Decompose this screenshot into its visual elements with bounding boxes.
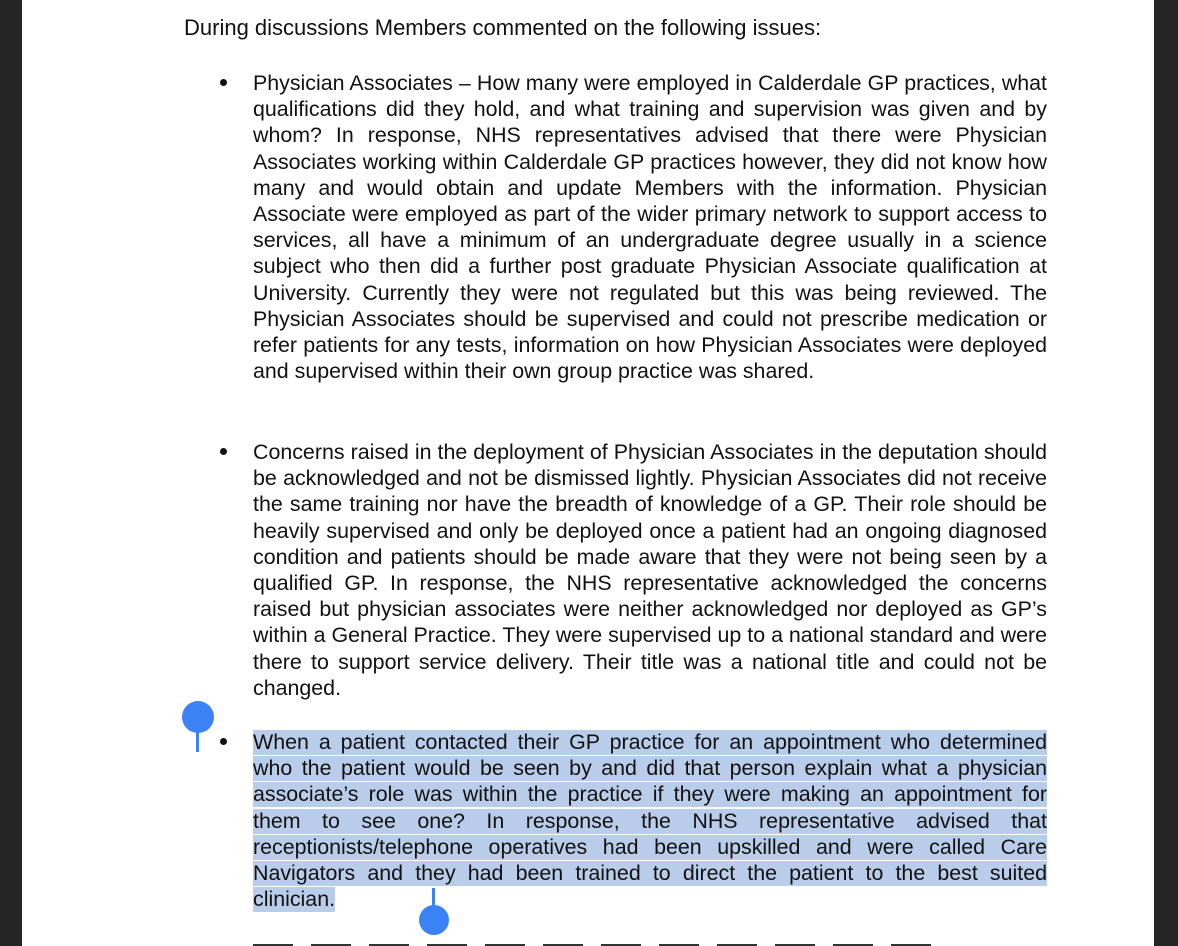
- next-paragraph-partial: [253, 934, 1047, 946]
- selection-end-handle[interactable]: [419, 905, 449, 935]
- list-item-text[interactable]: Physician Associates – How many were employed in Calderdale GP practices, what qualifications did they hold, and what training and supervision was given and by whom? In response, NHS representatives advised that there were Physician Associates working within Calderdale GP practices however, they did not know how many and would obtain and update Members with the information. Physician Associate were employed as part of the wider primary network to support access to services, all have a minimum of an undergraduate degree usually in a science subject who then did a further post graduate Physician Associate qualification at University. Currently they were not regulated but this was being reviewed. The Physician Associates should be supervised and could not prescribe medication or refer patients for any tests, information on how Physician Associates were deployed and supervised within their own group practice was shared.: [253, 71, 1047, 384]
- selected-text[interactable]: [253, 729, 1047, 912]
- intro-text: During discussions Members commented on the following issues:: [184, 15, 822, 40]
- selection-highlight: When a patient contacted their GP practice for an appointment who determined who the patient would be seen by and did that person explain what a physician associate’s role was within the practice if they were making an appointment for them to see one? In response, the NHS representative advised that receptionists/telephone operatives had been upskilled and were called Care Navigators and they had been trained to direct the patient to the best suited clinician.: [253, 730, 1047, 912]
- bullet-icon: [220, 729, 230, 739]
- document-page[interactable]: [22, 0, 1154, 946]
- list-item-text[interactable]: Concerns raised in the deployment of Physician Associates in the deputation should be acknowledged and not be dismissed lightly. Physician Associates did not receive the same training nor have the breadth of knowledge of a GP. Their role should be heavily supervised and only be deployed once a patient had an ongoing diagnosed condition and patients should be made aware that they were not being seen by a qualified GP. In response, the NHS representative acknowledged the concerns raised but physician associates were neither acknowledged nor deployed as GP’s within a General Practice. They were supervised up to a national standard and were there to support service delivery. Their title was a national title and could not be changed.: [253, 440, 1047, 700]
- selection-start-handle[interactable]: [182, 701, 214, 733]
- left-frame: [0, 0, 22, 946]
- bullet-icon: [220, 439, 230, 449]
- bullet-icon: [220, 70, 230, 80]
- right-frame: [1154, 0, 1178, 946]
